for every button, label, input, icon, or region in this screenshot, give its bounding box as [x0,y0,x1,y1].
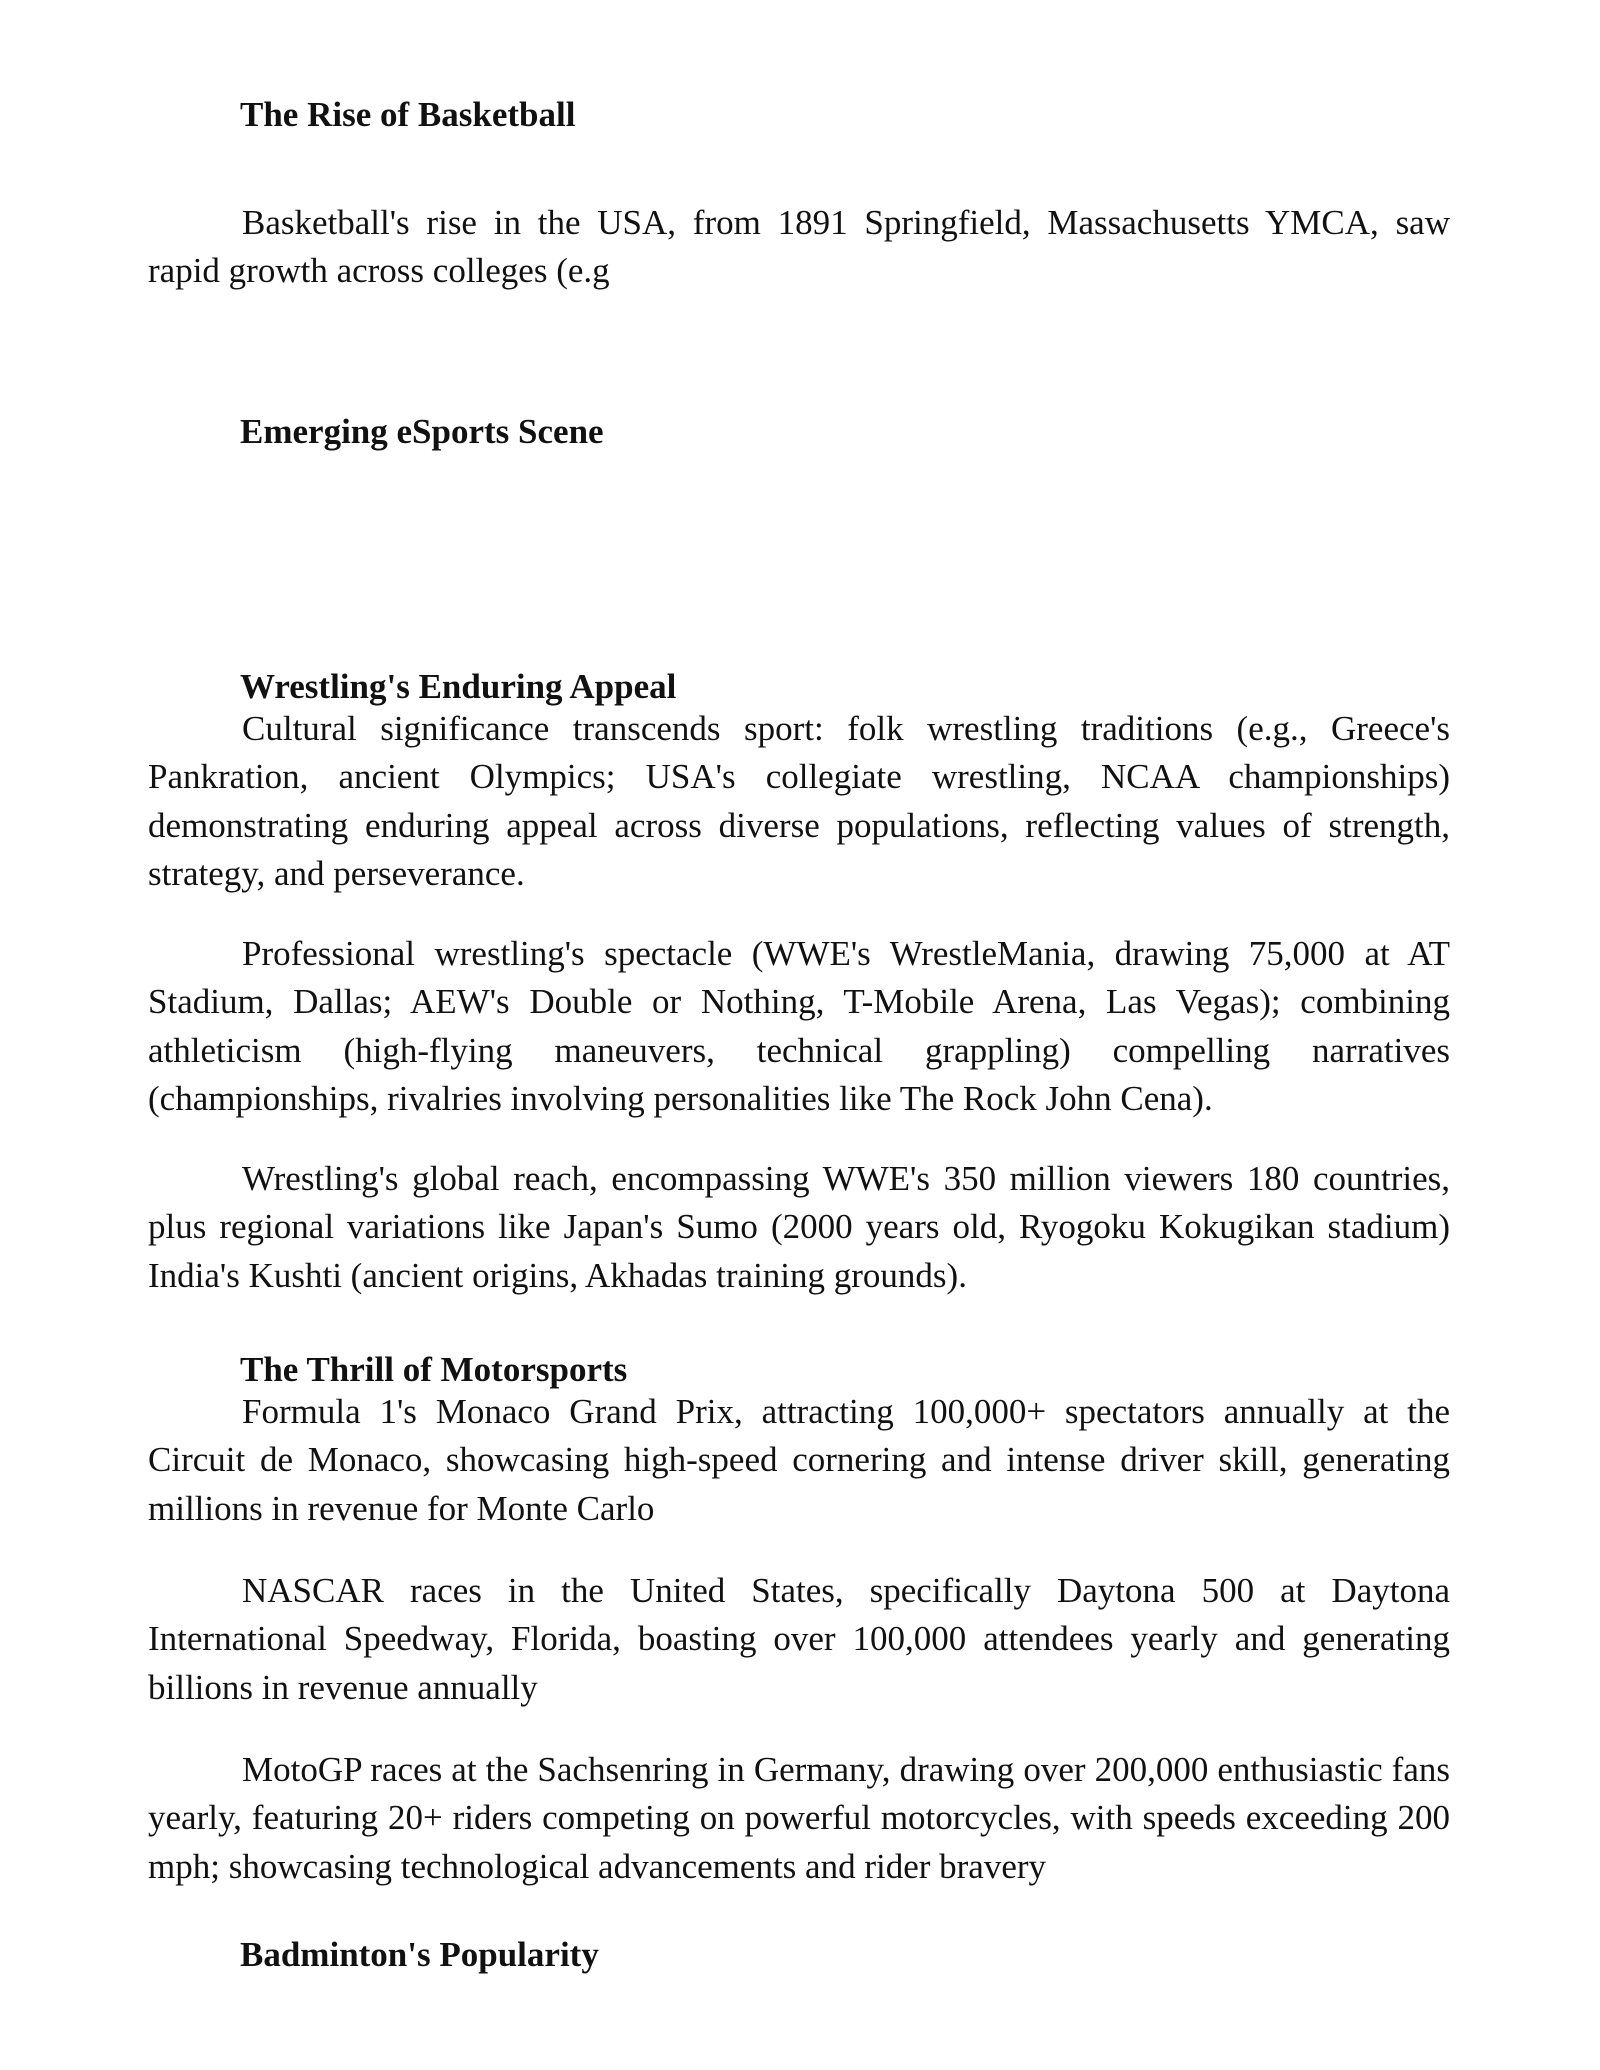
paragraph-basketball: Basketball's rise in the USA, from 1891 Springfield, Massachusetts YMCA, saw rapid growth across colleges (e.g [148,203,1450,291]
paragraph-wrestling-cultural: Cultural significance transcends sport: folk wrestling traditions (e.g., Greece's Pankration, ancient Olympics; USA's collegiate wrestling, NCAA championships) demonstrating enduring appeal across diverse populations, reflecting values of strength, strategy, and perseverance. [148,709,1450,893]
paragraph-wrestling-global: Wrestling's global reach, encompassing WWE's 350 million viewers 180 countries, plus regional variations like Japan's Sumo (2000 years old, Ryogoku Kokugikan stadium) India's Kushti (ancient origins, Akhadas training grounds). [148,1159,1450,1295]
heading-wrestling: Wrestling's Enduring Appeal [240,667,677,706]
paragraph-motogp: MotoGP races at the Sachsenring in Germany, drawing over 200,000 enthusiastic fans yearly, featuring 20+ riders competing on powerful motorcycles, with speeds exceeding 200 mph; showcasing technological advancements and rider bravery [148,1750,1450,1886]
heading-basketball: The Rise of Basketball [240,95,576,134]
paragraph-formula1: Formula 1's Monaco Grand Prix, attracting 100,000+ spectators annually at the Circuit de Monaco, showcasing high-speed cornering and intense driver skill, generating millions in revenue for Monte Carlo [148,1392,1450,1528]
heading-motorsports: The Thrill of Motorsports [240,1350,628,1389]
paragraph-wrestling-professional: Professional wrestling's spectacle (WWE's WrestleMania, drawing 75,000 at AT Stadium, Dallas; AEW's Double or Nothing, T-Mobile Arena, Las Vegas); combining athleticism (high-flying maneuvers, technical grappling) compelling narratives (championships, rivalries involving personalities like The Rock John Cena). [148,934,1450,1118]
heading-badminton: Badminton's Popularity [240,1935,599,1974]
heading-esports: Emerging eSports Scene [240,412,604,451]
paragraph-nascar: NASCAR races in the United States, specifically Daytona 500 at Daytona International Speedway, Florida, boasting over 100,000 attendees yearly and generating billions in revenue annually [148,1571,1450,1707]
